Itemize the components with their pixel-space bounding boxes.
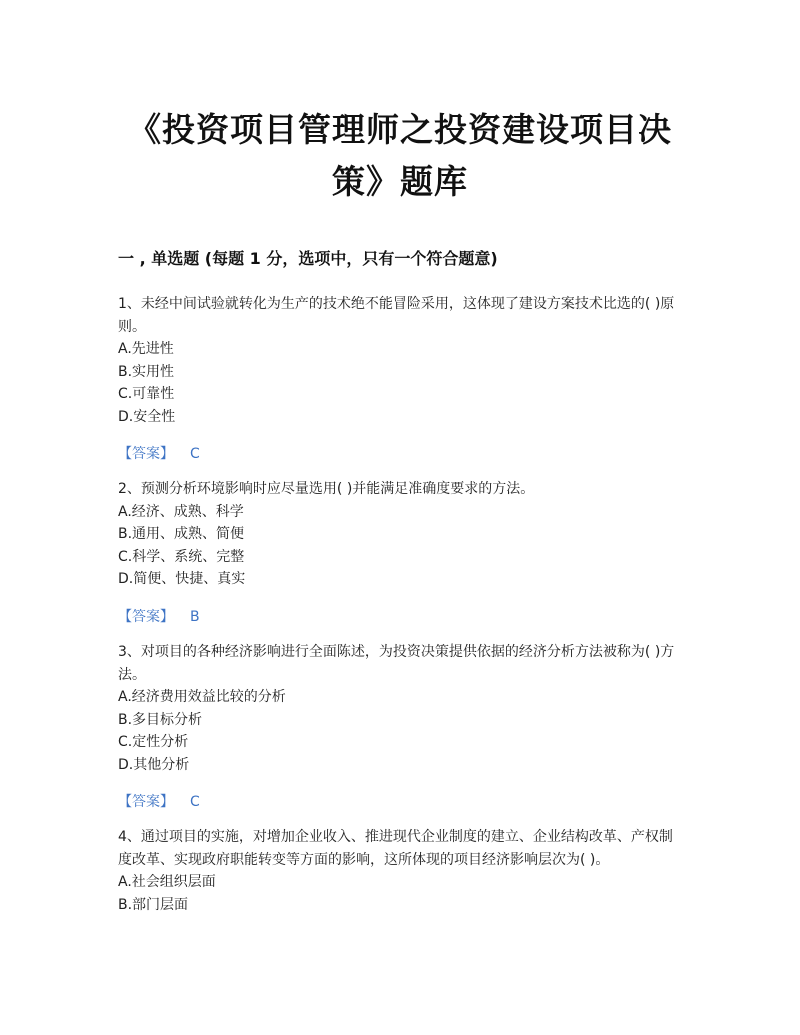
option-b: B.实用性 xyxy=(118,363,175,380)
question-stem: 1、未经中间试验就转化为生产的技术绝不能冒险采用，这体现了建设方案技术比选的( )原则。 xyxy=(118,296,675,335)
section-heading: 一 , 单选题 (每题 1 分，选项中，只有一个符合题意) xyxy=(118,249,498,268)
title-line-2: 策》题库 xyxy=(332,162,468,201)
question-stem: 3、对项目的各种经济影响进行全面陈述，为投资决策提供依据的经济分析方法被称为( )方法。 xyxy=(118,644,675,683)
question-stem: 4、通过项目的实施，对增加企业收入、推进现代企业制度的建立、企业结构改革、产权制度改革、实现政府职能转变等方面的影响，这所体现的项目经济影响层次为( )。 xyxy=(118,829,673,868)
question-stem: 2、预测分析环境影响时应尽量选用( )并能满足准确度要求的方法。 xyxy=(118,481,535,497)
option-b: B.多目标分析 xyxy=(118,711,203,728)
document-title xyxy=(100,104,700,208)
option-a: A.经济费用效益比较的分析 xyxy=(118,689,286,705)
title-line-1: 《投资项目管理师之投资建设项目决 xyxy=(128,110,672,149)
option-b: B.部门层面 xyxy=(118,896,189,913)
option-d: D.简便、快捷、真实 xyxy=(118,571,246,587)
question-4 xyxy=(118,826,678,916)
option-a: A.经济、成熟、科学 xyxy=(118,503,244,520)
answer-value: C xyxy=(190,446,200,462)
option-a: A.先进性 xyxy=(118,341,174,357)
answer-1 xyxy=(118,443,200,463)
answer-2 xyxy=(118,606,200,626)
question-3 xyxy=(118,641,678,776)
option-b: B.通用、成熟、简便 xyxy=(118,526,245,542)
question-1 xyxy=(118,293,678,428)
option-a: A.社会组织层面 xyxy=(118,874,216,890)
answer-label: 【答案】 xyxy=(118,609,174,625)
answer-value: C xyxy=(190,794,200,810)
option-d: D.其他分析 xyxy=(118,756,190,773)
option-c: C.科学、系统、完整 xyxy=(118,548,245,565)
answer-label: 【答案】 xyxy=(118,794,174,810)
answer-value: B xyxy=(190,609,200,625)
answer-3 xyxy=(118,791,200,811)
option-c: C.可靠性 xyxy=(118,386,175,402)
option-d: D.安全性 xyxy=(118,408,176,425)
option-c: C.定性分析 xyxy=(118,734,189,750)
question-2 xyxy=(118,478,678,591)
answer-label: 【答案】 xyxy=(118,446,174,462)
